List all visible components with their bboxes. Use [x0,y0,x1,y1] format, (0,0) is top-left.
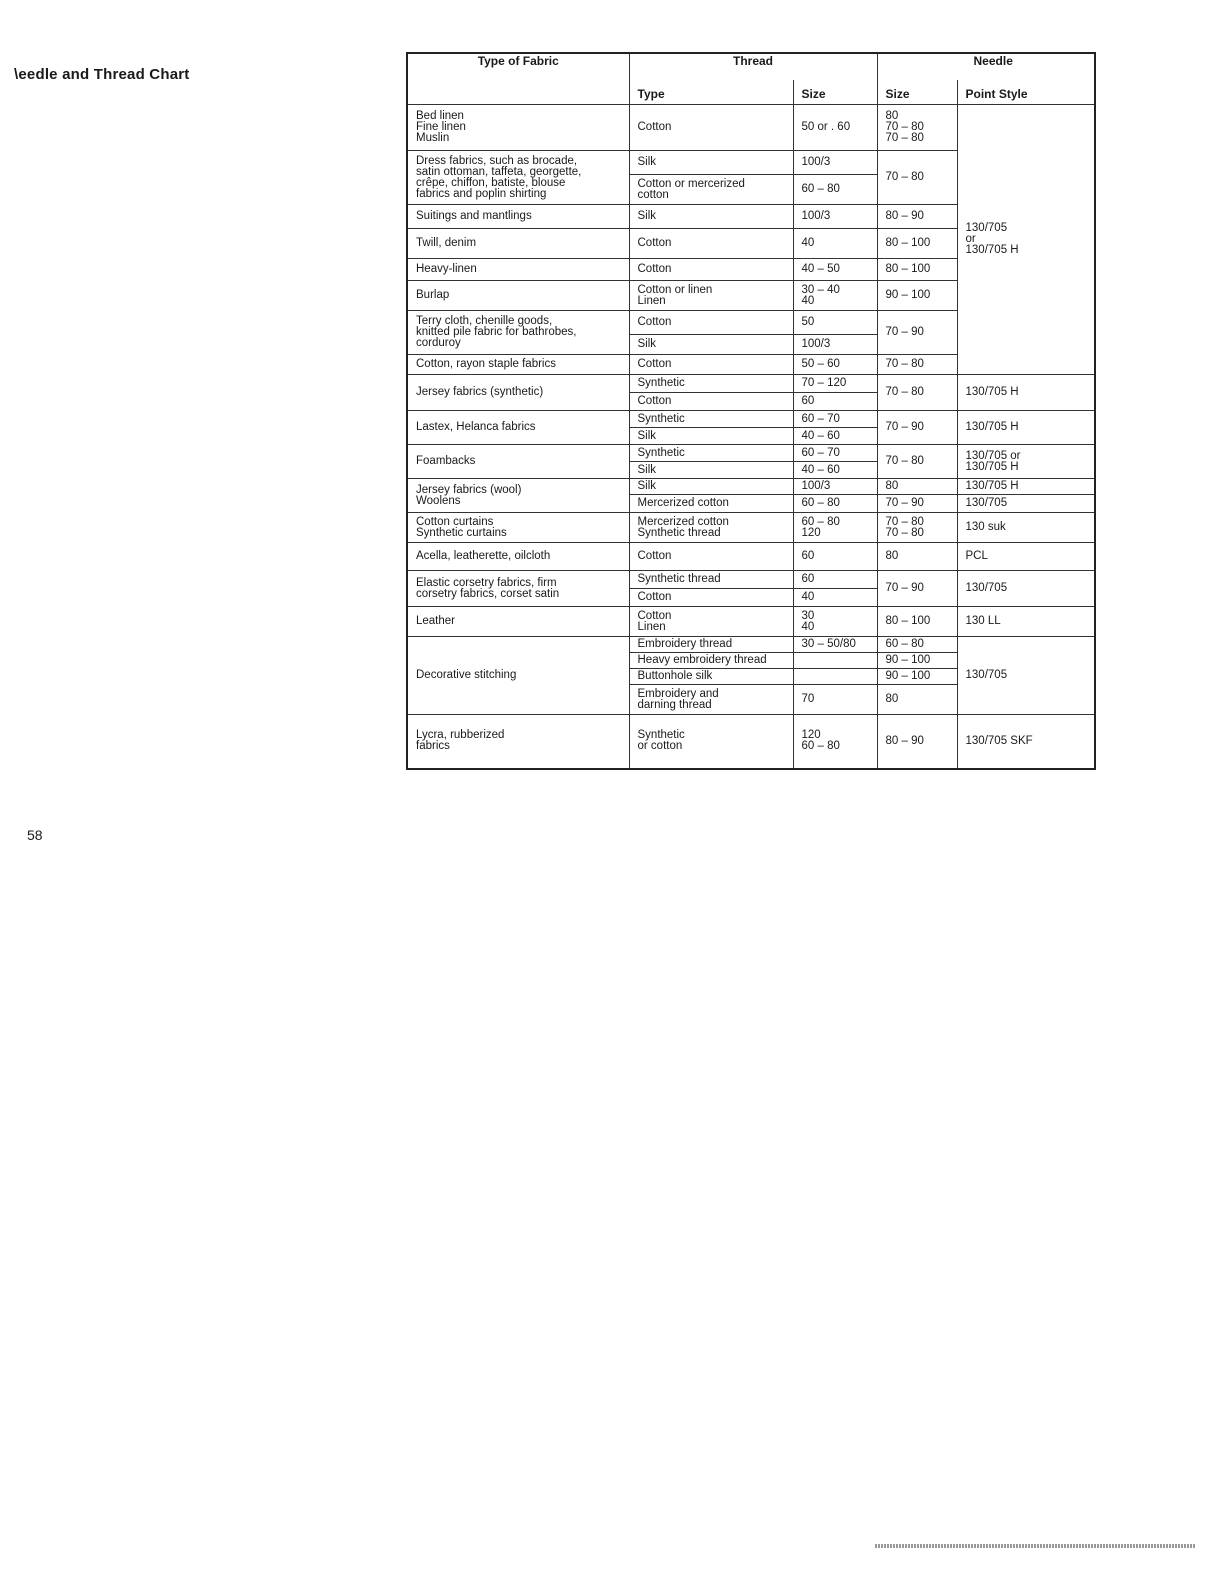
fabric-cell: Cotton curtains Synthetic curtains [407,513,629,543]
thread-size-cell [793,669,877,685]
thread-type-cell: Cotton [629,589,793,607]
fabric-cell: Heavy-linen [407,259,629,281]
footer-rule [875,1544,1195,1548]
needle-style-cell: 130/705 or 130/705 H [957,105,1095,375]
thread-type-cell: Cotton [629,355,793,375]
fabric-cell: Lastex, Helanca fabrics [407,411,629,445]
fabric-cell: Twill, denim [407,229,629,259]
needle-style-cell: 130/705 [957,637,1095,715]
thread-type-cell: Synthetic thread [629,571,793,589]
thread-size-cell: 100/3 [793,205,877,229]
fabric-cell: Bed linen Fine linen Muslin [407,105,629,151]
needle-size-cell: 80 – 100 [877,607,957,637]
needle-thread-chart [406,52,1096,770]
needle-style-cell: 130/705 or 130/705 H [957,445,1095,479]
table-row [407,411,1095,428]
header-type-of-fabric: Type of Fabric [407,53,629,105]
needle-style-cell: 130/705 [957,495,1095,513]
thread-type-cell: Synthetic [629,411,793,428]
thread-size-cell: 100/3 [793,479,877,495]
needle-style-cell: 130 LL [957,607,1095,637]
thread-size-cell: 60 – 80 [793,495,877,513]
thread-size-cell: 100/3 [793,151,877,175]
needle-size-cell: 80 [877,479,957,495]
header-thread-size: Size [793,80,877,105]
thread-type-cell: Heavy embroidery thread [629,653,793,669]
table-row [407,607,1095,637]
thread-type-cell: Silk [629,428,793,445]
thread-type-cell: Cotton or mercerized cotton [629,175,793,205]
thread-type-cell: Synthetic [629,375,793,393]
thread-size-cell: 60 – 80 120 [793,513,877,543]
needle-style-cell: 130/705 H [957,375,1095,411]
page-number: 58 [27,827,43,843]
needle-size-cell: 70 – 90 [877,311,957,355]
page-title: \eedle and Thread Chart [14,66,190,83]
needle-style-cell: 130/705 SKF [957,715,1095,769]
table-row [407,571,1095,589]
fabric-cell: Elastic corsetry fabrics, firm corsetry fabrics, corset satin [407,571,629,607]
table-row [407,105,1095,151]
table-row [407,637,1095,653]
needle-size-cell: 90 – 100 [877,281,957,311]
thread-type-cell: Mercerized cotton [629,495,793,513]
thread-type-cell: Silk [629,205,793,229]
needle-size-cell: 80 – 100 [877,259,957,281]
thread-size-cell: 30 – 40 40 [793,281,877,311]
fabric-cell: Decorative stitching [407,637,629,715]
thread-size-cell: 30 – 50/80 [793,637,877,653]
needle-style-cell: 130/705 H [957,411,1095,445]
thread-size-cell: 50 [793,311,877,335]
thread-type-cell: Cotton or linen Linen [629,281,793,311]
thread-type-cell: Cotton [629,311,793,335]
table-row [407,375,1095,393]
fabric-cell: Lycra, rubberized fabrics [407,715,629,769]
header-thread: Thread [629,53,877,80]
thread-type-cell: Embroidery thread [629,637,793,653]
needle-size-cell: 90 – 100 [877,653,957,669]
needle-size-cell: 70 – 80 [877,375,957,411]
fabric-cell: Jersey fabrics (synthetic) [407,375,629,411]
thread-type-cell: Cotton [629,105,793,151]
needle-size-cell: 70 – 90 [877,411,957,445]
thread-type-cell: Silk [629,151,793,175]
thread-size-cell: 30 40 [793,607,877,637]
thread-type-cell: Buttonhole silk [629,669,793,685]
needle-style-cell: 130 suk [957,513,1095,543]
thread-size-cell: 40 [793,589,877,607]
fabric-cell: Leather [407,607,629,637]
fabric-cell: Acella, leatherette, oilcloth [407,543,629,571]
thread-size-cell: 70 – 120 [793,375,877,393]
needle-style-cell: 130/705 H [957,479,1095,495]
needle-style-cell: 130/705 [957,571,1095,607]
thread-size-cell: 100/3 [793,335,877,355]
thread-size-cell: 120 60 – 80 [793,715,877,769]
thread-type-cell: Embroidery and darning thread [629,685,793,715]
needle-size-cell: 80 – 90 [877,715,957,769]
thread-size-cell: 60 – 70 [793,411,877,428]
fabric-cell: Dress fabrics, such as brocade, satin ottoman, taffeta, georgette, crêpe, chiffon, batiste, blouse fabrics and poplin shirting [407,151,629,205]
thread-type-cell: Synthetic or cotton [629,715,793,769]
needle-size-cell: 80 70 – 80 70 – 80 [877,105,957,151]
thread-size-cell: 60 – 70 [793,445,877,462]
needle-size-cell: 70 – 80 [877,445,957,479]
needle-size-cell: 70 – 80 70 – 80 [877,513,957,543]
needle-size-cell: 80 [877,685,957,715]
needle-size-cell: 70 – 90 [877,495,957,513]
thread-type-cell: Cotton [629,393,793,411]
thread-size-cell: 60 [793,571,877,589]
thread-type-cell: Cotton [629,259,793,281]
thread-type-cell: Synthetic [629,445,793,462]
thread-size-cell: 60 [793,543,877,571]
thread-size-cell: 40 – 50 [793,259,877,281]
table-row [407,479,1095,495]
table-row [407,543,1095,571]
thread-size-cell: 50 or . 60 [793,105,877,151]
needle-size-cell: 80 – 90 [877,205,957,229]
thread-type-cell: Cotton Linen [629,607,793,637]
fabric-cell: Terry cloth, chenille goods, knitted pile fabric for bathrobes, corduroy [407,311,629,355]
thread-size-cell: 60 – 80 [793,175,877,205]
thread-type-cell: Cotton [629,229,793,259]
thread-size-cell [793,653,877,669]
table-row [407,513,1095,543]
table-row [407,715,1095,769]
needle-size-cell: 90 – 100 [877,669,957,685]
needle-size-cell: 80 – 100 [877,229,957,259]
needle-style-cell: PCL [957,543,1095,571]
thread-size-cell: 40 [793,229,877,259]
thread-type-cell: Silk [629,462,793,479]
thread-size-cell: 40 – 60 [793,462,877,479]
thread-type-cell: Silk [629,479,793,495]
thread-type-cell: Mercerized cotton Synthetic thread [629,513,793,543]
thread-size-cell: 70 [793,685,877,715]
needle-size-cell: 60 – 80 [877,637,957,653]
header-needle-size: Size [877,80,957,105]
fabric-cell: Suitings and mantlings [407,205,629,229]
fabric-cell: Cotton, rayon staple fabrics [407,355,629,375]
fabric-cell: Jersey fabrics (wool) Woolens [407,479,629,513]
needle-size-cell: 70 – 80 [877,151,957,205]
needle-size-cell: 80 [877,543,957,571]
header-needle-point-style: Point Style [957,80,1095,105]
thread-size-cell: 50 – 60 [793,355,877,375]
thread-type-cell: Cotton [629,543,793,571]
header-thread-type: Type [629,80,793,105]
fabric-cell: Foambacks [407,445,629,479]
thread-type-cell: Silk [629,335,793,355]
header-needle: Needle [877,53,1095,80]
thread-size-cell: 60 [793,393,877,411]
table-row [407,445,1095,462]
thread-size-cell: 40 – 60 [793,428,877,445]
fabric-cell: Burlap [407,281,629,311]
needle-size-cell: 70 – 90 [877,571,957,607]
needle-size-cell: 70 – 80 [877,355,957,375]
